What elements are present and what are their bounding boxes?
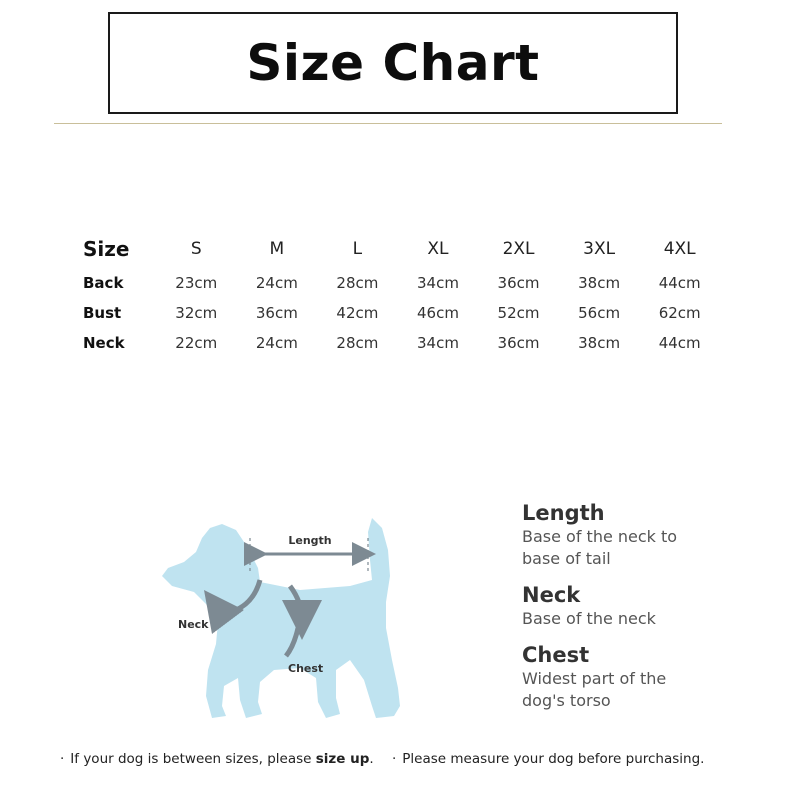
table-cell: 34cm bbox=[416, 334, 459, 352]
table-cell: 28cm bbox=[336, 334, 379, 352]
diagram-label-neck: Neck bbox=[178, 618, 209, 631]
title-divider bbox=[54, 123, 722, 124]
column-header: Size bbox=[83, 237, 130, 261]
table-cell: 36cm bbox=[255, 304, 298, 322]
table-cell: 42cm bbox=[336, 304, 379, 322]
footer-note-text: . bbox=[369, 751, 374, 767]
table-cell: 38cm bbox=[578, 274, 621, 292]
table-cell: 22cm bbox=[175, 334, 218, 352]
legend-desc: Base of the neck bbox=[522, 609, 656, 628]
legend-title: Chest bbox=[522, 643, 590, 667]
legend-desc: Widest part of the bbox=[522, 669, 667, 688]
table-cell: 62cm bbox=[658, 304, 701, 322]
dog-measurement-diagram bbox=[150, 510, 420, 730]
table-cell: 52cm bbox=[497, 304, 540, 322]
title-box bbox=[108, 12, 678, 114]
legend-desc: Base of the neck to bbox=[522, 527, 678, 546]
legend-item-neck bbox=[522, 582, 782, 630]
footer-note-text: If your dog is between sizes, please bbox=[70, 751, 316, 767]
bullet-icon: · bbox=[60, 751, 65, 767]
diagram-label-chest: Chest bbox=[288, 662, 324, 675]
page-title: Size Chart bbox=[246, 34, 540, 92]
dog-illustration bbox=[150, 510, 420, 730]
table-cell: 23cm bbox=[175, 274, 218, 292]
table-cell: 32cm bbox=[175, 304, 218, 322]
table-cell: 44cm bbox=[658, 274, 701, 292]
legend-title: Length bbox=[522, 501, 605, 525]
legend-item-length bbox=[522, 500, 782, 570]
table-cell: 38cm bbox=[578, 334, 621, 352]
legend-title: Neck bbox=[522, 583, 581, 607]
row-label: Bust bbox=[83, 304, 122, 322]
column-header: 3XL bbox=[583, 239, 616, 259]
footer-note-emphasis: size up bbox=[315, 751, 370, 767]
table-cell: 56cm bbox=[578, 304, 621, 322]
column-header: S bbox=[190, 239, 202, 259]
table-cell: 44cm bbox=[658, 334, 701, 352]
table-cell: 36cm bbox=[497, 334, 540, 352]
table-cell: 24cm bbox=[255, 274, 298, 292]
row-label: Neck bbox=[83, 334, 125, 352]
table-header-row bbox=[70, 230, 720, 268]
table-cell: 36cm bbox=[497, 274, 540, 292]
footer-note-size-up bbox=[60, 751, 374, 767]
row-label: Back bbox=[83, 274, 124, 292]
footer-note-text: Please measure your dog before purchasing. bbox=[402, 751, 705, 767]
column-header: M bbox=[269, 239, 285, 259]
legend-desc: dog's torso bbox=[522, 691, 611, 710]
bullet-icon: · bbox=[391, 751, 397, 767]
legend-desc: base of tail bbox=[522, 549, 611, 568]
table-row bbox=[70, 328, 720, 358]
table-cell: 24cm bbox=[255, 334, 298, 352]
footer-note-measure bbox=[392, 751, 704, 767]
diagram-label-length: Length bbox=[288, 534, 332, 547]
table-cell: 46cm bbox=[416, 304, 459, 322]
legend-item-chest bbox=[522, 642, 782, 712]
column-header: 4XL bbox=[663, 239, 696, 259]
column-header: L bbox=[352, 239, 363, 259]
measurement-legend bbox=[522, 500, 782, 724]
table-cell: 34cm bbox=[416, 274, 459, 292]
table-row bbox=[70, 298, 720, 328]
table-row bbox=[70, 268, 720, 298]
column-header: 2XL bbox=[502, 239, 535, 259]
size-table bbox=[70, 230, 720, 358]
footer-notes bbox=[60, 751, 780, 767]
table-cell: 28cm bbox=[336, 274, 379, 292]
column-header: XL bbox=[427, 239, 449, 259]
